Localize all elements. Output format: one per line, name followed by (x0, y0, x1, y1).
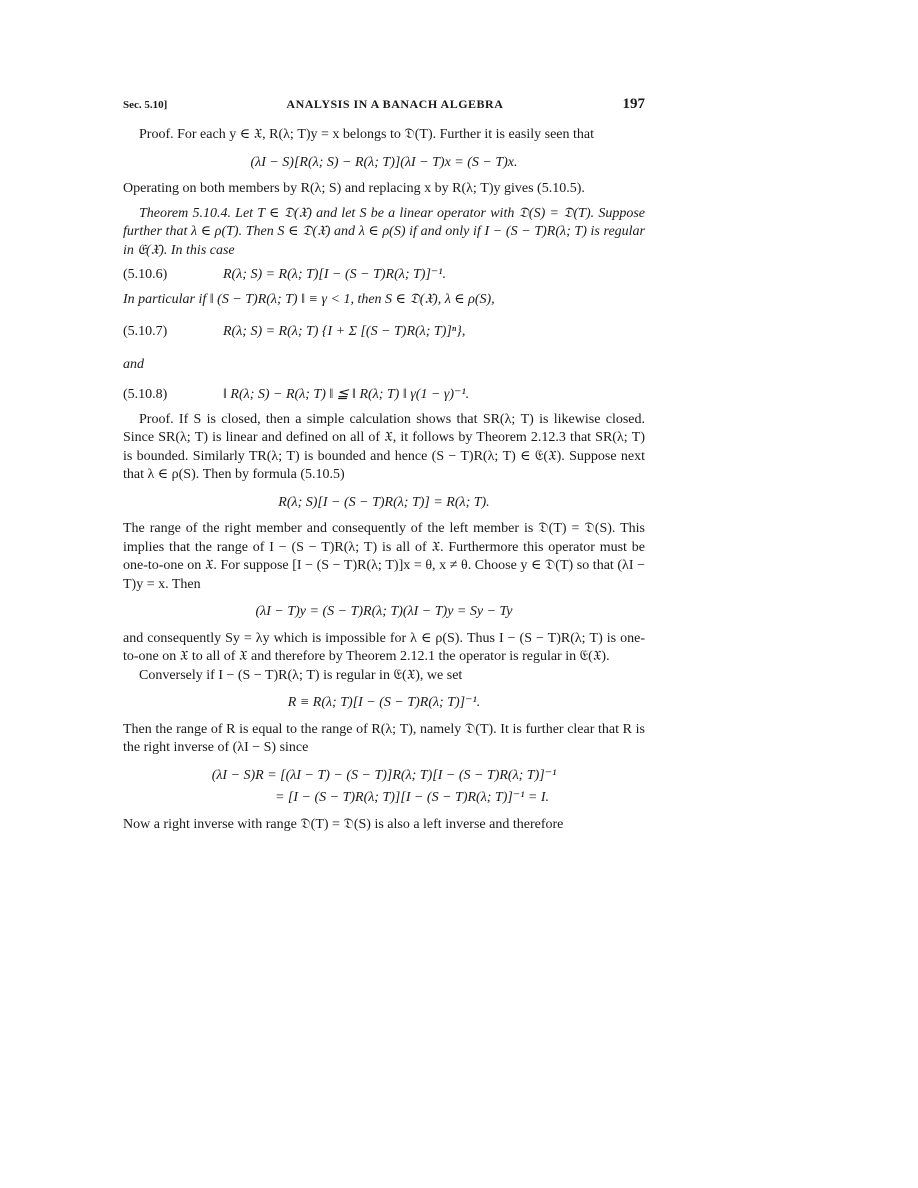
equation-body: R(λ; S) = R(λ; T) {I + Σ [(S − T)R(λ; T)]ⁿ}, (223, 324, 466, 339)
final-paragraph: Now a right inverse with range 𝔇(T) = 𝔇(S) is also a left inverse and therefore (123, 816, 564, 832)
book-page (123, 96, 645, 834)
conversely-paragraph: Conversely if I − (S − T)R(λ; T) is regular in 𝔈(𝔛), we set (139, 667, 463, 683)
equation-number: (5.10.8) (123, 387, 168, 402)
page-number: 197 (622, 96, 645, 112)
equation-5-10-6 (123, 266, 645, 285)
equation-5-10-8 (123, 386, 645, 405)
paragraph-operating: Operating on both members by R(λ; S) and replacing x by R(λ; T)y gives (5.10.5). (123, 181, 585, 196)
display-equation-1: (λI − S)[R(λ; S) − R(λ; T)](λI − T)x = (S − T)x. (250, 154, 518, 170)
section-reference: Sec. 5.10] (123, 99, 168, 111)
in-particular-line: In particular if ‖ (S − T)R(λ; T) ‖ ≡ γ < 1, then S ∈ 𝔇(𝔛), λ ∈ ρ(S), (123, 291, 495, 307)
display-equation-6: = [I − (S − T)R(λ; T)][I − (S − T)R(λ; T)]⁻¹ = I. (274, 790, 550, 805)
range-of-r-paragraph: Then the range of R is equal to the range of R(λ; T), namely 𝔇(T). It is further clear that R is the right inverse of (λI − S) since (123, 721, 645, 755)
display-equation-2: R(λ; S)[I − (S − T)R(λ; T)] = R(λ; T). (278, 494, 490, 510)
range-paragraph: The range of the right member and consequently of the left member is 𝔇(T) = 𝔇(S). This implies that the range of I − (S − T)R(λ; T) is all of 𝔛. Furthermore this operator must be one-to-one on 𝔛. For suppose [I − (S − T)R(λ; T)]x = θ, x ≠ θ. Choose y ∈ 𝔇(T) so that (λI − T)y = x. Then (123, 521, 645, 592)
equation-body: ‖ R(λ; S) − R(λ; T) ‖ ≦ ‖ R(λ; T) ‖ γ(1 − γ)⁻¹. (223, 387, 470, 402)
equation-number: (5.10.7) (123, 324, 168, 339)
running-header (123, 96, 645, 116)
equation-number: (5.10.6) (123, 267, 168, 282)
and-connector: and (123, 356, 144, 372)
equation-5-10-7 (123, 323, 645, 342)
proof-paragraph-1: Proof. For each y ∈ 𝔛, R(λ; T)y = x belongs to 𝔇(T). Further it is easily seen that (139, 127, 594, 142)
chapter-title: ANALYSIS IN A BANACH ALGEBRA (286, 97, 504, 111)
display-equation-5: (λI − S)R = [(λI − T) − (S − T)]R(λ; T)[I − (S − T)R(λ; T)]⁻¹ (211, 767, 557, 783)
theorem-5-10-4: Theorem 5.10.4. Let T ∈ 𝔇(𝔛) and let S be a linear operator with 𝔇(S) = 𝔇(T). Suppose further that λ ∈ ρ(T). Then S ∈ 𝔇(𝔛) and λ ∈ ρ(S) if and only if I − (S − T)R(λ; T) is regular in 𝔈(𝔛). In this case (123, 205, 645, 258)
equation-body: R(λ; S) = R(λ; T)[I − (S − T)R(λ; T)]⁻¹. (223, 267, 446, 282)
display-equation-4: R ≡ R(λ; T)[I − (S − T)R(λ; T)]⁻¹. (287, 695, 481, 710)
display-equation-3: (λI − T)y = (S − T)R(λ; T)(λI − T)y = Sy − Ty (255, 604, 513, 619)
consequently-paragraph: and consequently Sy = λy which is impossible for λ ∈ ρ(S). Thus I − (S − T)R(λ; T) is one-to-one on 𝔛 to all of 𝔛 and therefore by Theorem 2.12.1 the operator is regular in 𝔈(𝔛). (123, 630, 645, 664)
proof-paragraph-2: Proof. If S is closed, then a simple calculation shows that SR(λ; T) is likewise closed. Since SR(λ; T) is linear and defined on all of 𝔛, it follows by Theorem 2.12.3 that SR(λ; T) is bounded. Similarly TR(λ; T) is bounded and hence (S − T)R(λ; T) ∈ 𝔈(𝔛). Suppose next that λ ∈ ρ(S). Then by formula (5.10.5) (123, 411, 645, 482)
